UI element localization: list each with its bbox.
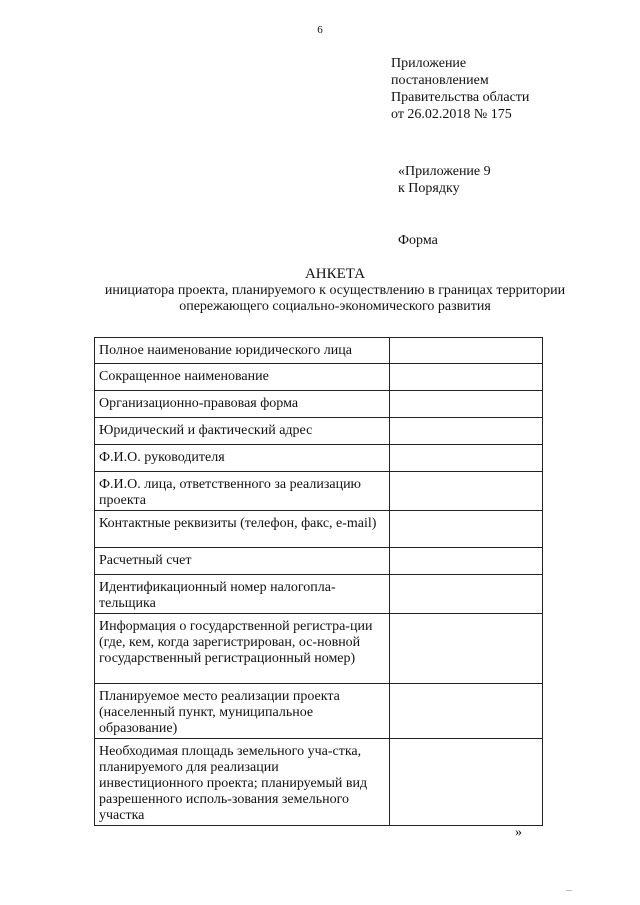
table-row [95, 575, 543, 614]
row-label: Контактные реквизиты (телефон, факс, e-mail) [95, 511, 390, 548]
row-label: Юридический и фактический адрес [95, 418, 390, 445]
row-label: Ф.И.О. руководителя [95, 445, 390, 472]
annex-line: Приложение [391, 56, 467, 71]
row-value-cell[interactable] [390, 684, 543, 739]
table-row [95, 445, 543, 472]
row-label: Расчетный счет [95, 548, 390, 575]
title-subline: инициатора проекта, планируемого к осуществлению в границах территории [104, 283, 566, 298]
page-number: 6 [317, 24, 323, 36]
annex-line: постановлением [391, 73, 489, 88]
row-value-cell[interactable] [390, 338, 543, 364]
row-label: Информация о государственной регистра-ции (где, кем, когда зарегистрирован, ос-новной государственный регистрационный номер) [95, 614, 390, 684]
row-value-cell[interactable] [390, 418, 543, 445]
annex-header [391, 55, 529, 123]
table-row [95, 472, 543, 511]
row-label: Необходимая площадь земельного уча-стка, планируемого для реализации инвестиционного проекта; планируемый вид разрешенного исполь-зования земельного участка [95, 739, 390, 826]
row-value-cell[interactable] [390, 472, 543, 511]
table-row [95, 418, 543, 445]
title-subline: опережающего социально-экономического развития [179, 299, 491, 314]
row-label: Полное наименование юридического лица [95, 338, 390, 364]
row-value-cell[interactable] [390, 364, 543, 391]
document-title [0, 266, 640, 315]
closing-quote: » [515, 825, 522, 840]
annex-line: от 26.02.2018 № 175 [391, 107, 512, 122]
form-label: Форма [398, 233, 438, 248]
row-label: Ф.И.О. лица, ответственного за реализацию проекта [95, 472, 390, 511]
row-value-cell[interactable] [390, 445, 543, 472]
survey-table [94, 337, 543, 826]
table-row [95, 684, 543, 739]
table-row [95, 614, 543, 684]
annex-line: Правительства области [391, 90, 530, 105]
row-label: Идентификационный номер налогопла-тельщика [95, 575, 390, 614]
table-row [95, 511, 543, 548]
table-row [95, 391, 543, 418]
row-value-cell[interactable] [390, 575, 543, 614]
sub-annex-line: к Порядку [398, 181, 460, 196]
row-value-cell[interactable] [390, 739, 543, 826]
row-label: Сокращенное наименование [95, 364, 390, 391]
row-value-cell[interactable] [390, 511, 543, 548]
row-value-cell[interactable] [390, 614, 543, 684]
row-value-cell[interactable] [390, 548, 543, 575]
row-label: Организационно-правовая форма [95, 391, 390, 418]
table-row [95, 739, 543, 826]
row-value-cell[interactable] [390, 391, 543, 418]
table-row [95, 338, 543, 364]
sub-annex-header [398, 163, 491, 197]
corner-mark: ... [566, 884, 572, 893]
table-row [95, 548, 543, 575]
row-label: Планируемое место реализации проекта (населенный пункт, муниципальное образование) [95, 684, 390, 739]
sub-annex-line: «Приложение 9 [398, 164, 491, 179]
title-main: АНКЕТА [304, 266, 366, 282]
table-row [95, 364, 543, 391]
